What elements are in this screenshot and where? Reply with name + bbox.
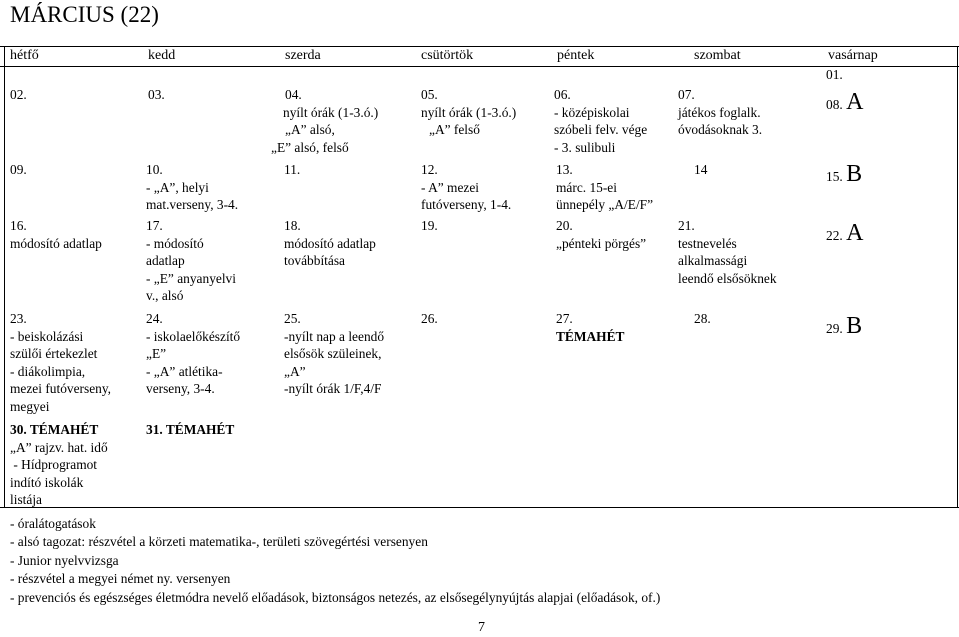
cell-w3-fri: 20. „pénteki pörgés” (556, 218, 647, 251)
page-title: MÁRCIUS (22) (10, 2, 159, 27)
page-number: 7 (478, 620, 485, 635)
day-header-fri: péntek (557, 48, 595, 63)
cell-w3-tue: 17. - módosító adatlap - „E” anyanyelvi v., alsó (146, 218, 236, 303)
cell-w2-sat: 14 (694, 162, 708, 177)
cell-w1-thu: 05. nyílt órák (1-3.ó.) „A” felső (421, 87, 517, 137)
cell-w3-sat: 21. testnevelés alkalmassági leendő elsősöknek (678, 218, 777, 286)
cell-w2-wed: 11. (284, 162, 301, 177)
day-header-mon: hétfő (10, 48, 39, 63)
cell-w4-sat: 28. (694, 311, 711, 326)
cell-w4-tue: 24. - iskolaelőkészítő „E” - „A” atlétika- verseny, 3-4. (146, 311, 241, 396)
header-bottom-border (0, 66, 959, 67)
table-right-border (957, 46, 958, 507)
cell-w1-wed: 04. nyílt órák (1-3.ó.) „A” alsó, „E” alsó, felső (271, 87, 379, 155)
cell-w3-mon: 16. módosító adatlap (10, 218, 102, 251)
table-top-border (0, 46, 959, 47)
sunday-01: 01. (826, 67, 843, 82)
cell-w1-mon: 02. (10, 87, 27, 102)
day-header-thu: csütörtök (421, 48, 474, 63)
cell-w5-tue: 31. TÉMAHÉT (146, 422, 235, 437)
cell-w3-thu: 19. (421, 218, 438, 233)
sunday-w2: 15. B (826, 161, 863, 187)
table-bottom-border (0, 507, 959, 508)
note-item: - Junior nyelvvizsga (10, 552, 119, 568)
sunday-w1: 08. A (826, 89, 864, 115)
notes-list (10, 515, 660, 607)
cell-w1-sat: 07. játékos foglalk. óvodásoknak 3. (678, 87, 763, 137)
sunday-w3: 22. A (826, 220, 864, 246)
note-item: - prevenciós és egészséges életmódra nevelő előadások, biztonságos netezés, az elsősegélynyújtás alapjai (előadások, of.) (10, 589, 661, 605)
cell-w4-wed: 25. -nyílt nap a leendő elsősök szüleinek, „A” -nyílt órák 1/F,4/F (284, 311, 385, 396)
cell-w2-tue: 10. - „A”, helyi mat.verseny, 3-4. (146, 162, 239, 212)
cell-w5-mon: 30. TÉMAHÉT „A” rajzv. hat. idő - Hídprogramot indító iskolák listája (10, 422, 108, 507)
cell-w2-mon: 09. (10, 162, 27, 177)
day-header-sat: szombat (694, 48, 741, 63)
cell-w4-thu: 26. (421, 311, 438, 326)
cell-w2-fri: 13. márc. 15-ei ünnepély „A/E/F” (556, 162, 654, 212)
day-header-wed: szerda (285, 48, 321, 63)
day-header-sun: vasárnap (828, 48, 878, 63)
sunday-w4: 29. B (826, 313, 863, 339)
note-item: - óralátogatások (10, 516, 96, 531)
cell-w1-fri: 06. - középiskolai szóbeli felv. vége - 3. sulibuli (554, 87, 648, 155)
day-header-tue: kedd (148, 48, 176, 63)
cell-w2-thu: 12. - A” mezei futóverseny, 1-4. (421, 162, 512, 212)
note-item: - alsó tagozat: részvétel a körzeti matematika-, területi szövegértési versenyen (10, 534, 428, 550)
note-item: - részvétel a megyei német ny. versenyen (10, 571, 231, 587)
cell-w1-tue: 03. (148, 87, 165, 102)
cell-w4-fri: 27. TÉMAHÉT (556, 311, 625, 344)
cell-w3-wed: 18. módosító adatlap továbbítása (284, 218, 376, 268)
table-left-border (4, 46, 5, 507)
cell-w4-mon: 23. - beiskolázási szülői értekezlet - diákolimpia, mezei futóverseny, megyei (10, 311, 112, 414)
